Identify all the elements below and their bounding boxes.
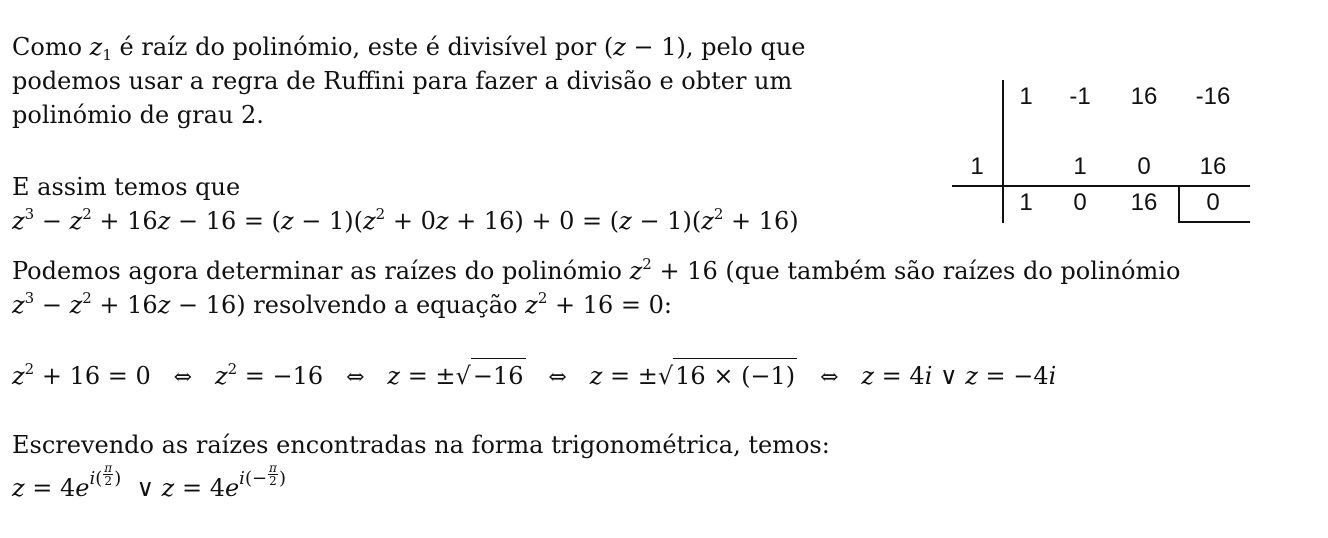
paragraph-4 [12,428,830,505]
ruffini-remainder-box-left [1178,185,1180,223]
ruffini-top-1: 1 [1019,83,1033,110]
text-line-2: podemos usar a regra de Ruffini para fazer a divisão e obter um [12,67,793,95]
paragraph-3 [12,254,1312,322]
text-escrevendo: Escrevendo as raízes encontradas na forma trigonométrica, temos: [12,431,830,459]
math-equation: $z^2 + 16 = 0$: [525,289,672,319]
text-como: Como [12,33,83,61]
text-divisible: é raíz do polinómio, este é divisível por [119,33,597,61]
text-tambem: (que também são raízes do polinómio [725,257,1181,285]
ruffini-remainder: 0 [1206,189,1220,216]
ruffini-horizontal-line [952,185,1250,187]
ruffini-table [952,80,1250,225]
ruffini-divisor: 1 [970,153,984,180]
text-determinar: Podemos agora determinar as raízes do polinómio [12,257,622,285]
text-pelo-que: pelo que [701,33,806,61]
text-resolvendo: resolvendo a equação [253,291,518,319]
paragraph-1 [12,30,917,132]
ruffini-top-2: -1 [1069,83,1091,110]
ruffini-top-4: -16 [1195,83,1231,110]
math-z1: $z_1$ [89,33,112,64]
text-line-3: polinómio de grau 2. [12,101,264,129]
ruffini-mid-2: 1 [1073,153,1087,180]
math-factor: (z − 1), [603,33,694,61]
equation-factorization: $z^3 - z^2 + 16z - 16 = (z - 1)(z^2 + 0z + 16) + 0 = (z - 1)(z^2 + 16)$ [12,205,799,235]
math-trig-form: $z = 4e^{i( \frac{\pi}{2} )}$ ∨ $z = 4e^{i(- \frac{\pi}{2} )}$ [12,461,286,502]
ruffini-remainder-box-bottom [1178,221,1250,223]
math-z2-16: $z^2 + 16$ [629,255,718,285]
equation-chain: $z^2 + 16 = 0$ ⇔ $z^2 = -16$ ⇔ z = ±√−16 ⇔ z = ±√16 × (−1) ⇔ z = 4i ∨ z = −4i [12,358,1056,395]
math-cubic: $z^3 - z^2 + 16z - 16$) [12,289,246,319]
paragraph-2 [12,170,799,238]
text-assim: E assim temos que [12,173,241,201]
ruffini-top-3: 16 [1130,83,1158,110]
ruffini-bottom-1: 1 [1019,189,1033,216]
ruffini-mid-3: 0 [1137,153,1151,180]
ruffini-mid-4: 16 [1199,153,1227,180]
ruffini-bottom-3: 16 [1130,189,1158,216]
ruffini-bottom-2: 0 [1073,189,1087,216]
